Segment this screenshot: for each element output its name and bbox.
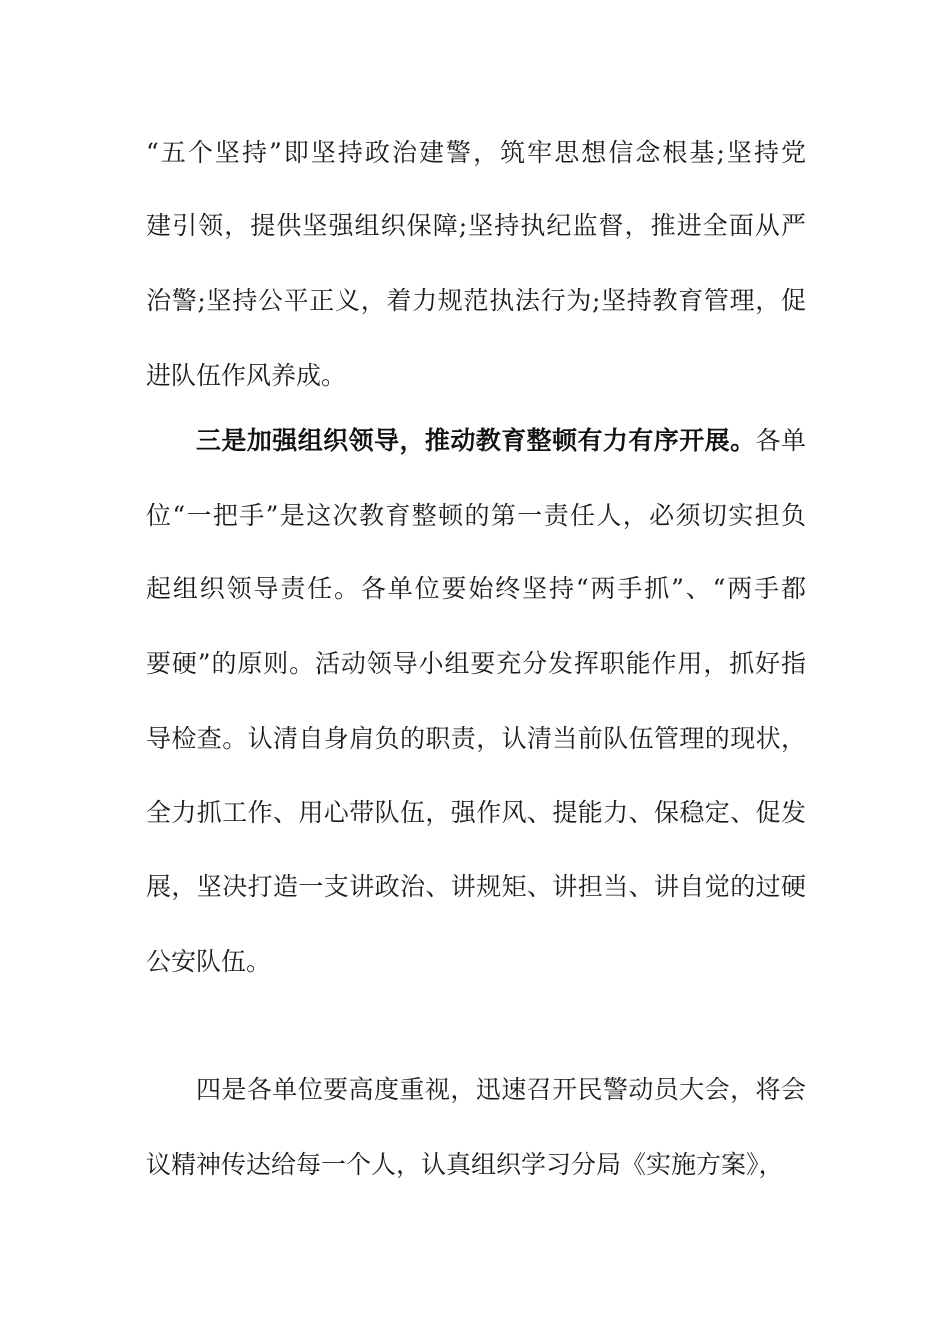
paragraph-2-line-2: 位“一把手”是这次教育整顿的第一责任人，必须切实担负 (146, 501, 806, 530)
paragraph-2-line-6: 全力抓工作、用心带队伍，强作风、提能力、保稳定、促发 (146, 798, 806, 827)
paragraph-1-line-4: 进队伍作风养成。 (146, 361, 347, 390)
paragraph-1-line-2: 建引领，提供坚强组织保障;坚持执纪监督，推进全面从严 (146, 211, 806, 240)
section-heading-3: 三是加强组织领导，推动教育整顿有力有序开展。 (196, 426, 756, 455)
paragraph-2-line-7: 展，坚决打造一支讲政治、讲规矩、讲担当、讲自觉的过硬 (146, 872, 806, 901)
paragraph-1-line-1: “五个坚持”即坚持政治建警，筑牢思想信念根基;坚持党 (146, 138, 806, 167)
paragraph-1-line-3: 治警;坚持公平正义，着力规范执法行为;坚持教育管理，促 (146, 286, 806, 315)
paragraph-3-line-1: 四是各单位要高度重视，迅速召开民警动员大会，将会 (196, 1075, 806, 1104)
paragraph-2-line-8: 公安队伍。 (146, 947, 272, 976)
paragraph-2-line-3: 起组织领导责任。各单位要始终坚持“两手抓”、“两手都 (146, 574, 806, 603)
paragraph-2-line-1-rest: 各单 (755, 426, 806, 455)
paragraph-2-line-4: 要硬”的原则。活动领导小组要充分发挥职能作用，抓好指 (146, 649, 806, 678)
paragraph-3-line-2: 议精神传达给每一个人，认真组织学习分局《实施方案》， (146, 1150, 784, 1179)
paragraph-2-line-5: 导检查。认清自身肩负的职责，认清当前队伍管理的现状， (146, 724, 806, 753)
paragraph-2-line-1 (196, 421, 806, 461)
